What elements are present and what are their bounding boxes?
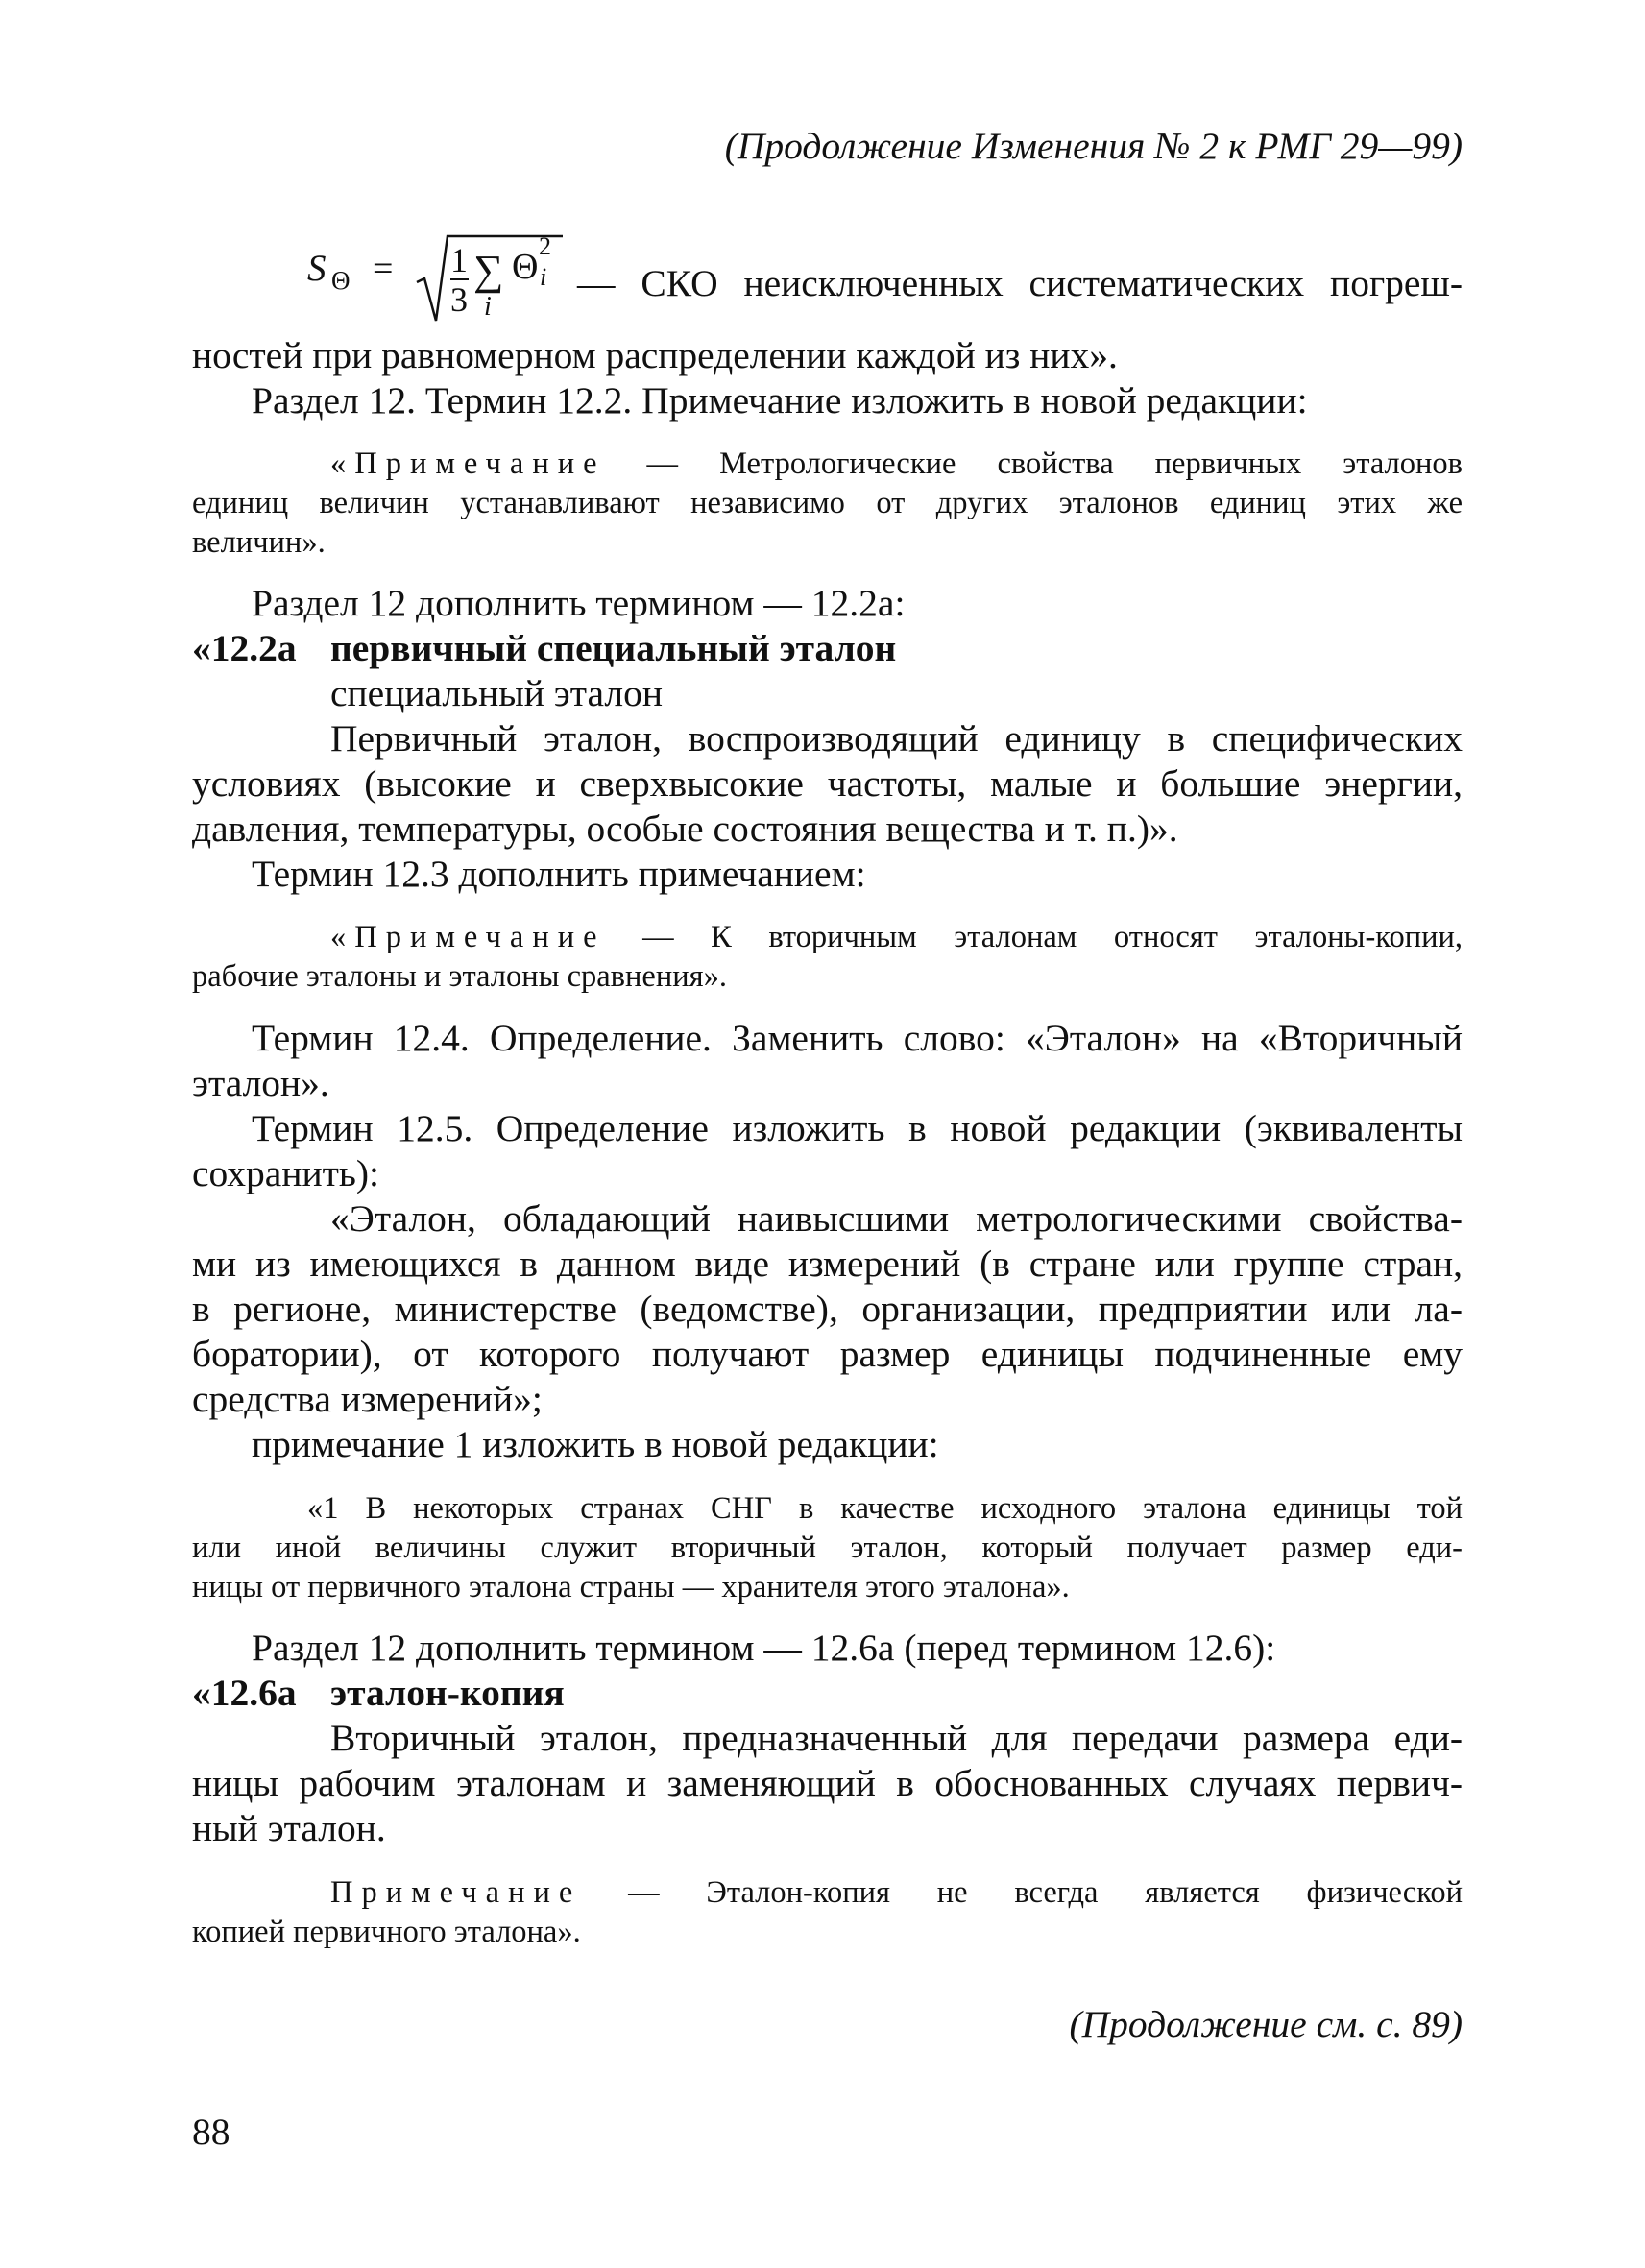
note-text: — Эталон-копия не всегда является физической [581,1875,1463,1910]
text-line: Термин 12.5. Определение изложить в новой редакции (эквиваленты [252,1107,1463,1149]
text-line: ностей при равномерном распределении каждой из них». [192,334,1118,376]
note-line: величин». [192,525,326,560]
note-text: — К вторичным эталонам относят эталоны-копии, [605,920,1463,954]
formula-sum-icon: ∑ [473,247,504,294]
formula-theta-sup: 2 [539,232,551,260]
text-line: Раздел 12 дополнить термином — 12.6а (перед термином 12.6): [252,1627,1276,1669]
note-line: ницы от первичного эталона страны — хранителя этого эталона». [192,1570,1070,1604]
term-name: первичный специальный эталон [330,627,897,669]
definition-line: боратории), от которого получают размер единицы подчиненные ему [192,1333,1463,1375]
text-line: сохранить): [192,1152,380,1194]
note-line [330,1877,1463,1909]
term-number: «12.2а [192,627,297,669]
note-line: или иной величины служит вторичный эталон, который получает размер еди- [192,1531,1463,1565]
note-line: единиц величин устанавливают независимо от других эталонов единиц этих же [192,486,1463,520]
note-label: «Примечание [330,446,606,481]
formula-equals: = [373,249,394,289]
formula-fraction-denominator: 3 [450,280,468,319]
note-line: «1 В некоторых странах СНГ в качестве исходного эталона единицы той [307,1491,1463,1526]
note-label: «Примечание [330,920,606,954]
page-number: 88 [192,2111,230,2153]
term-name: эталон-копия [330,1672,565,1714]
formula-lhs-sub: Θ [331,266,351,295]
continuation-note: (Продолжение см. с. 89) [1069,2003,1463,2045]
definition-line: условиях (высокие и сверхвысокие частоты, малые и большие энергии, [192,762,1463,805]
note-label: Примечание [330,1875,582,1910]
note-line [330,922,1463,953]
formula-sum-index: i [484,292,492,322]
text-line: Термин 12.4. Определение. Заменить слово: «Эталон» на «Вторичный [252,1017,1463,1059]
note-line: копией первичного эталона». [192,1915,581,1949]
definition-line: Вторичный эталон, предназначенный для передачи размера еди- [330,1717,1463,1759]
formula-theta: Θ [512,247,539,287]
term-number: «12.6а [192,1672,297,1714]
text-line: эталон». [192,1062,329,1104]
text-line: Раздел 12. Термин 12.2. Примечание изложить в новой редакции: [252,379,1308,422]
note-text: — Метрологические свойства первичных эталонов [605,446,1463,481]
formula-s-theta [305,227,584,327]
note-line: рабочие эталоны и эталоны сравнения». [192,959,727,994]
definition-line: средства измерений»; [192,1378,543,1420]
definition-line: ный эталон. [192,1807,386,1849]
note-line [330,448,1463,480]
formula-theta-sub: i [540,263,547,291]
text-line: — СКО неисключенных систематических погреш- [577,262,1463,304]
formula-lhs: S [307,248,327,289]
text-line: примечание 1 изложить в новой редакции: [252,1423,939,1465]
definition-line: Первичный эталон, воспроизводящий единицу в специфических [330,717,1463,760]
definition-line: «Эталон, обладающий наивысшими метрологическими свойства- [330,1197,1463,1240]
text-line: Термин 12.3 дополнить примечанием: [252,853,866,895]
definition-line: давления, температуры, особые состояния вещества и т. п.)». [192,808,1178,850]
definition-line: в регионе, министерстве (ведомстве), организации, предприятии или ла- [192,1288,1463,1330]
text-line: Раздел 12 дополнить термином — 12.2а: [252,582,906,624]
term-synonym: специальный эталон [330,672,663,714]
formula-fraction-numerator: 1 [450,241,468,279]
definition-line: ми из имеющихся в данном виде измерений (в стране или группе стран, [192,1243,1463,1285]
running-header: (Продолжение Изменения № 2 к РМГ 29—99) [724,125,1463,167]
definition-line: ницы рабочим эталонам и заменяющий в обоснованных случаях первич- [192,1762,1463,1804]
